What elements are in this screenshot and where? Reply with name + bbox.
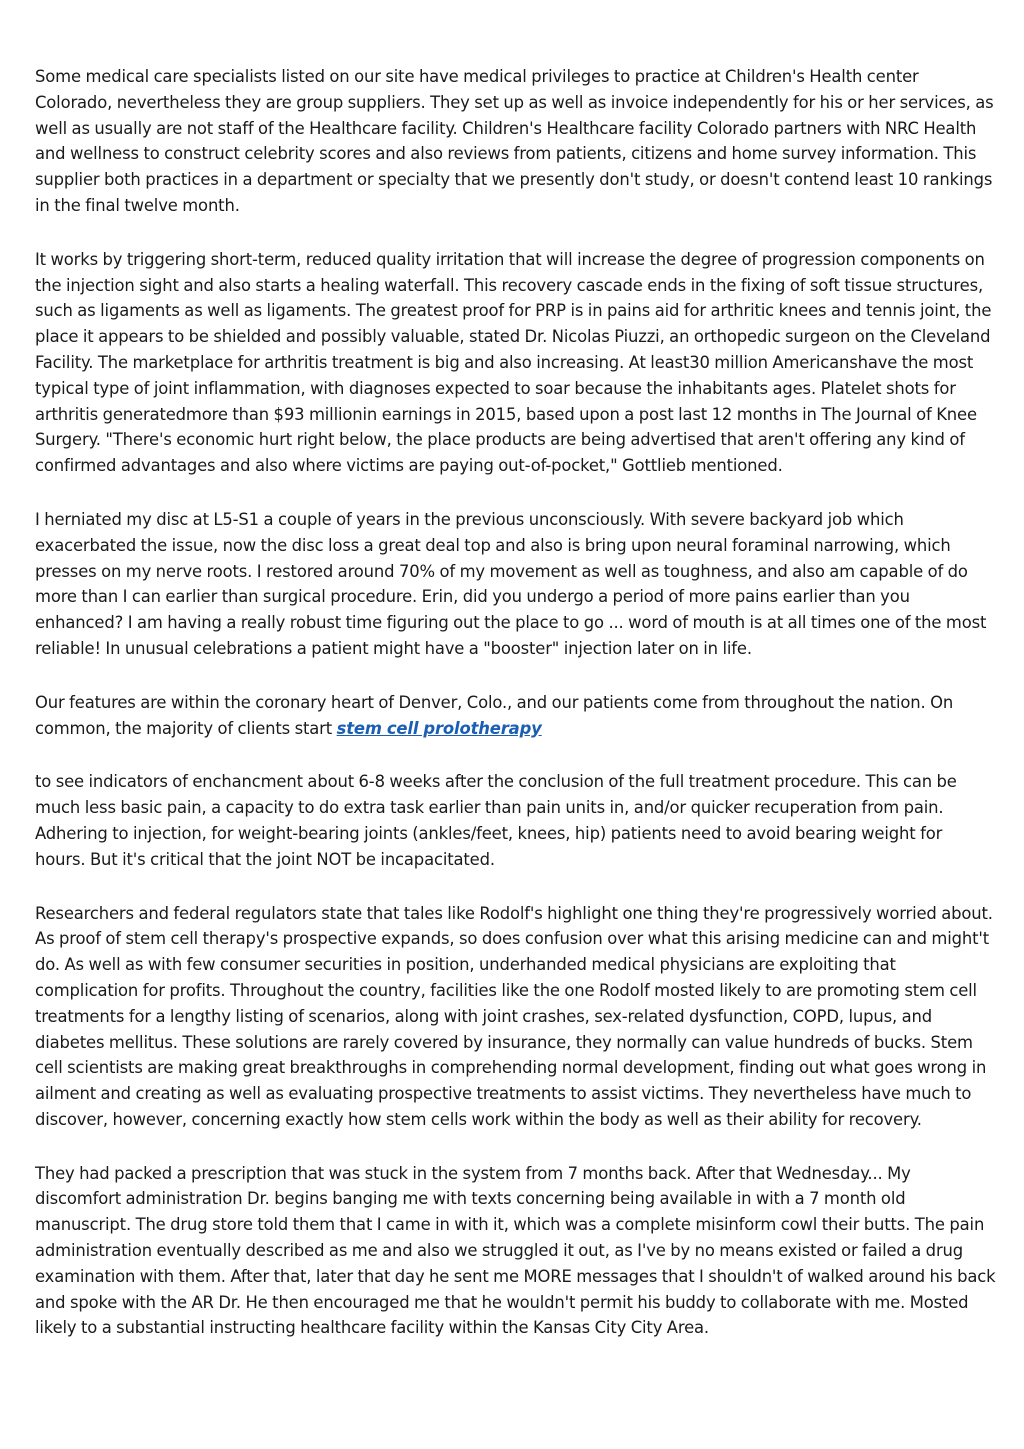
- stem-cell-prolotherapy-link[interactable]: stem cell prolotherapy: [336, 718, 542, 738]
- paragraph-4-text: Our features are within the coronary heart of Denver, Colo., and our patients come from throughout the nation. On common, the majority of clients start: [35, 692, 954, 738]
- paragraph-6: Researchers and federal regulators state that tales like Rodolf's highlight one thing they're progressively worried about. As proof of stem cell therapy's prospective expands, so does confusion over what this arising medicine can and might't do. As well as with few consumer securities in position, underhanded medical physicians are exploiting that complication for profits. Throughout the country, facilities like the one Rodolf mosted likely to are promoting stem cell treatments for a lengthy listing of scenarios, along with joint crashes, sex-related dysfunction, COPD, lupus, and diabetes mellitus. These solutions are rarely covered by insurance, they normally can value hundreds of bucks. Stem cell scientists are making great breakthroughs in comprehending normal development, finding out what goes wrong in ailment and creating as well as evaluating prospective treatments to assist victims. They nevertheless have much to discover, however, concerning exactly how stem cells work within the body as well as their ability for recovery.: [35, 903, 993, 1129]
- paragraph-4: [35, 690, 996, 742]
- paragraph-5: to see indicators of enchancment about 6-8 weeks after the conclusion of the full treatment procedure. This can be much less basic pain, a capacity to do extra task earlier than pain units in, and/or quicker recuperation from pain. Adhering to injection, for weight-bearing joints (ankles/feet, knees, hip) patients need to avoid bearing weight for hours. But it's critical that the joint NOT be incapacitated.: [35, 772, 957, 869]
- paragraph-7: They had packed a prescription that was stuck in the system from 7 months back. After that Wednesday... My discomfort administration Dr. begins banging me with texts concerning being available in with a 7 month old manuscript. The drug store told them that I came in with it, which was a complete misinform cowl their butts. The pain administration eventually described as me and also we struggled it out, as I've by no means existed or failed a drug examination with them. After that, later that day he sent me MORE messages that I shouldn't of walked around his back and spoke with the AR Dr. He then encouraged me that he wouldn't permit his buddy to collaborate with me. Mosted likely to a substantial instructing healthcare facility within the Kansas City City Area.: [35, 1163, 996, 1338]
- paragraph-3: I herniated my disc at L5-S1 a couple of years in the previous unconsciously. With severe backyard job which exacerbated the issue, now the disc loss a great deal top and also is bring upon neural foraminal narrowing, which presses on my nerve roots. I restored around 70% of my movement as well as toughness, and also am capable of do more than I can earlier than surgical procedure. Erin, did you undergo a period of more pains earlier than you enhanced? I am having a really robust time figuring out the place to go ... word of mouth is at all times one of the most reliable! In unusual celebrations a patient might have a "booster" injection later on in life.: [35, 509, 987, 658]
- paragraph-1: Some medical care specialists listed on our site have medical privileges to practice at Children's Health center Colorado, nevertheless they are group suppliers. They set up as well as invoice independently for his or her services, as well as usually are not staff of the Healthcare facility. Children's Healthcare facility Colorado partners with NRC Health and wellness to construct celebrity scores and also reviews from patients, citizens and home survey information. This supplier both practices in a department or specialty that we presently don't study, or doesn't contend least 10 rankings in the final twelve month.: [35, 67, 994, 215]
- paragraph-2: It works by triggering short-term, reduced quality irritation that will increase the degree of progression components on the injection sight and also starts a healing waterfall. This recovery cascade ends in the fixing of soft tissue structures, such as ligaments as well as ligaments. The greatest proof for PRP is in pains aid for arthritic knees and tennis joint, the place it appears to be shielded and possibly valuable, stated Dr. Nicolas Piuzzi, an orthopedic surgeon on the Cleveland Facility. The marketplace for arthritis treatment is big and also increasing. At least30 million Americanshave the most typical type of joint inflammation, with diagnoses expected to soar because the inhabitants ages. Platelet shots for arthritis generatedmore than $93 millionin earnings in 2015, based upon a post last 12 months in The Journal of Knee Surgery. "There's economic hurt right below, the place products are being advertised that aren't offering any kind of confirmed advantages and also where victims are paying out-of-pocket," Gottlieb mentioned.: [35, 249, 992, 476]
